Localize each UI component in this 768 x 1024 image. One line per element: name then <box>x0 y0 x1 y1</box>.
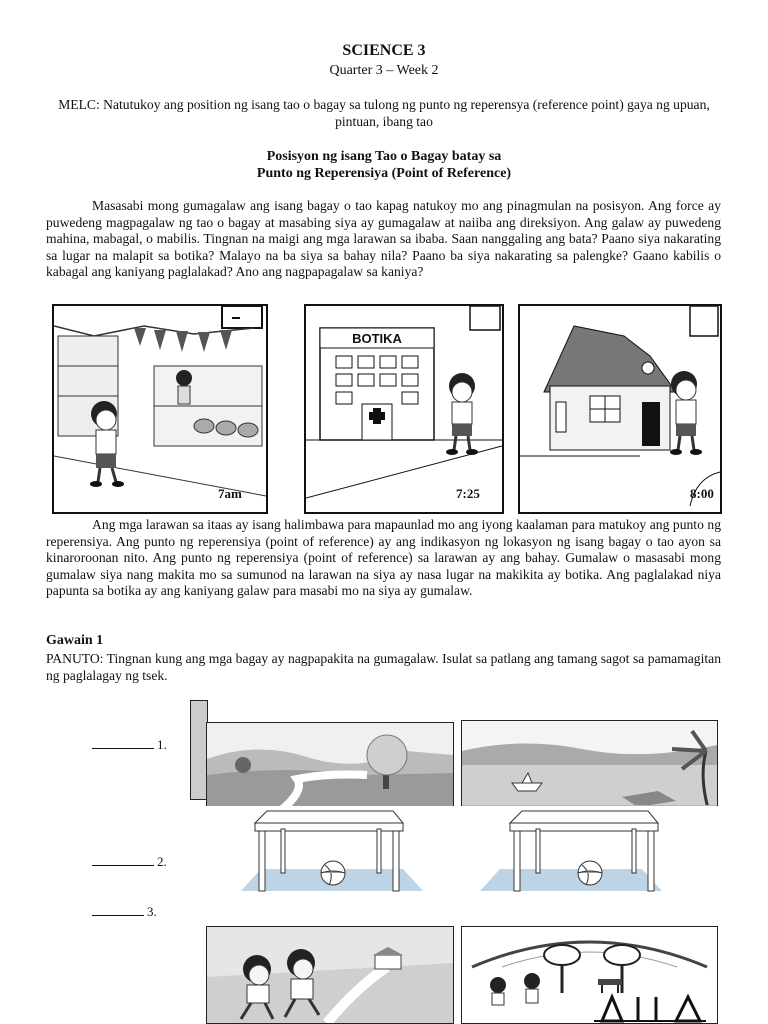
item-number-3: 3. <box>147 904 157 919</box>
panel-market-illustration <box>52 304 268 514</box>
picture-children-playground <box>461 926 718 1024</box>
time-label-3: 8:00 <box>690 486 714 501</box>
market-scene-illustration <box>54 306 266 512</box>
answer-blank-3[interactable] <box>92 903 157 920</box>
activity-title: Gawain 1 <box>46 633 104 648</box>
table-ball-illustration-2 <box>462 807 717 921</box>
activity-instructions: PANUTO: Tingnan kung ang mga bagay ay nagpapakita na gumagalaw. Isulat sa patlang ang tamang sagot sa pamamagitan ng paglalagay ng tsek. <box>46 651 721 683</box>
answer-blank-2[interactable] <box>92 853 167 870</box>
picture-table-ball-1 <box>206 806 454 922</box>
pharmacy-scene-illustration <box>306 306 502 512</box>
item-number-2: 2. <box>157 854 167 869</box>
page-title: SCIENCE 3 <box>342 42 426 59</box>
time-label-2: 7:25 <box>456 486 480 501</box>
running-children-illustration <box>207 927 453 1023</box>
section-title-line-1: Posisyon ng isang Tao o Bagay batay sa <box>266 149 502 164</box>
item-number-1: 1. <box>157 737 167 752</box>
melc-text: MELC: Natutukoy ang position ng isang tao o bagay sa tulong ng punto ng reperensya (reference point) gaya ng upuan, pintuan, ibang tao <box>58 97 710 129</box>
table-ball-illustration-1 <box>207 807 453 921</box>
botika-sign: BOTIKA <box>352 331 402 346</box>
page-subtitle: Quarter 3 – Week 2 <box>329 63 439 78</box>
picture-children-running <box>206 926 454 1024</box>
explanation-paragraph: Ang mga larawan sa itaas ay isang halimbawa para mapaunlad mo ang iyong kaalaman para matukoy ang punto ng reperensiya. Ang punto ng reperensiya (point of reference) ay ang indikasyon ng lokasyon ng isang bagay o tao ayon sa kinaroroonan nito. Ang punto ng reperensiya (point of reference) sa larawan ay ang bahay. Gumalaw o masasabi mong gumalaw siya nang makita mo sa sumunod na larawan na siya ay nasa lugar na makikita ay botika. Ang paglalakad niya papunta sa botika ay ang kaniyang galaw para masabi mo na siya ay gumalaw. <box>46 517 721 599</box>
panel-house-illustration <box>518 304 722 514</box>
answer-line-3[interactable] <box>92 903 144 916</box>
time-label-1: 7am <box>218 486 242 501</box>
section-title-line-2: Punto ng Reperensiya (Point of Reference) <box>256 166 512 181</box>
picture-table-ball-2 <box>461 806 718 922</box>
answer-blank-1[interactable] <box>92 736 167 753</box>
house-scene-illustration <box>520 306 720 512</box>
panel-pharmacy-illustration <box>304 304 504 514</box>
intro-paragraph: Masasabi mong gumagalaw ang isang bagay o tao kapag natukoy mo ang pinagmulan na posisyon. Ang force ay puwedeng magpagalaw ng tao o bagay at masabing siya ay gumagalaw at naiiba ang direksiyon. Ang galaw ay puwedeng mahina, mabagal, o mabilis. Tingnan na maigi ang mga larawan sa ibaba. Saan nanggaling ang bata? Paano siya nakarating sa lugar na malapit sa botika? Malayo na ba siya sa bahay nila? Paano ba siya nakarating sa palengke? Gaano kabilis o kabagal ang kaniyang paglalakad? Ano ang nagpapagalaw sa kaniya? <box>46 198 721 280</box>
section-title <box>0 148 768 182</box>
playground-illustration <box>462 927 717 1023</box>
answer-line-2[interactable] <box>92 853 154 866</box>
answer-line-1[interactable] <box>92 736 154 749</box>
